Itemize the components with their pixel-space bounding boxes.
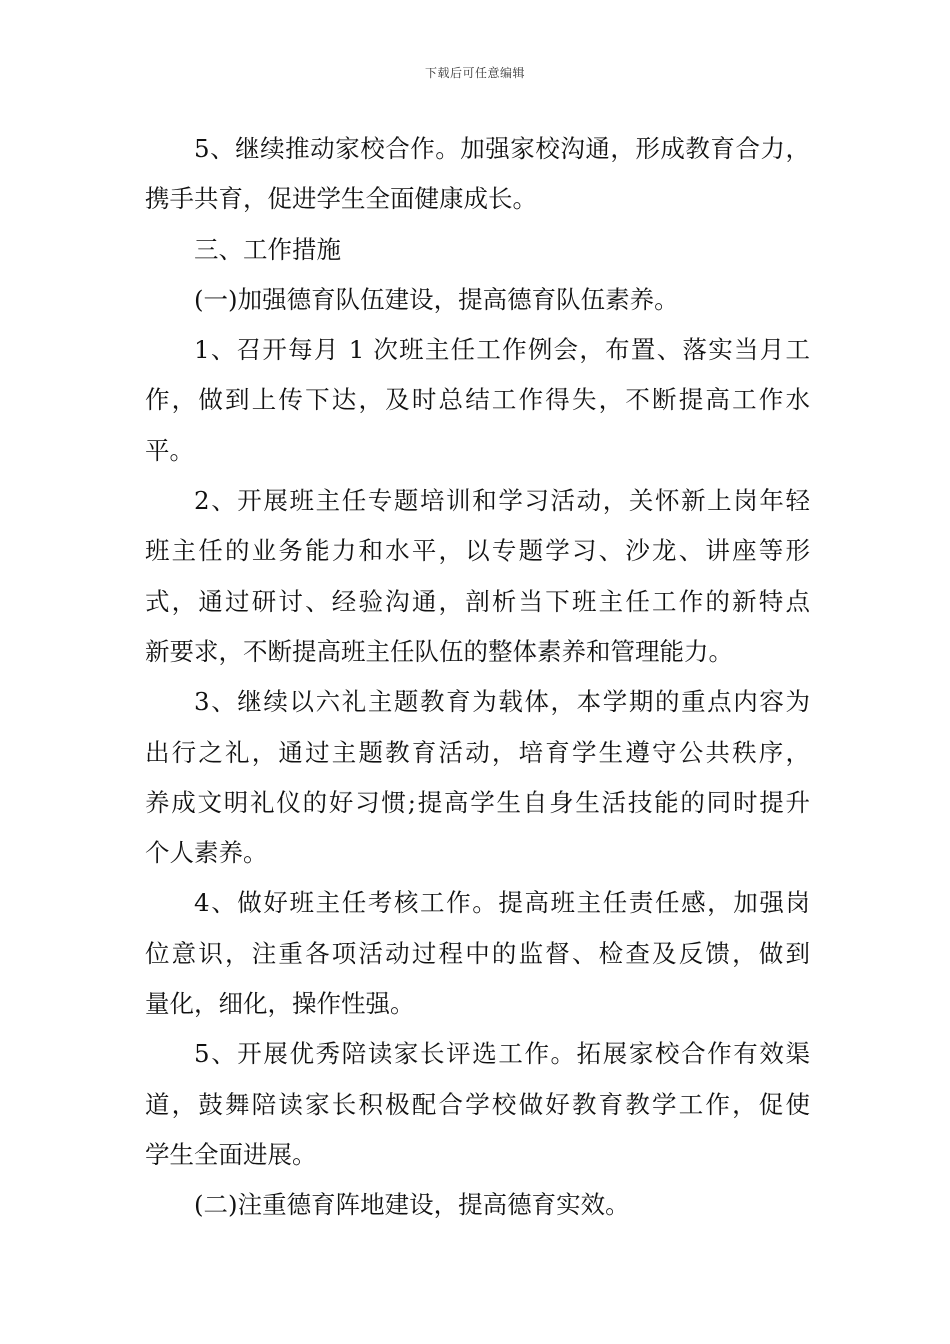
- paragraph-item-5-home-school: [145, 124, 810, 225]
- paragraph-line: 量化，细化，操作性强。: [145, 989, 415, 1019]
- paragraph-line: 3、继续以六礼主题教育为载体，本学期的重点内容为: [194, 687, 810, 717]
- paragraph-line: 5、开展优秀陪读家长评选工作。拓展家校合作有效渠: [194, 1039, 810, 1069]
- paragraph-line: 三、工作措施: [194, 234, 341, 264]
- document-body: [145, 124, 810, 1231]
- paragraph-item-2-training: [145, 476, 810, 677]
- paragraph-line: 道，鼓舞陪读家长积极配合学校做好教育教学工作，促使: [145, 1089, 810, 1119]
- subsection-heading-2: [145, 1180, 810, 1230]
- subsection-heading-1: [145, 275, 810, 325]
- paragraph-line: 新要求，不断提高班主任队伍的整体素养和管理能力。: [145, 636, 733, 666]
- paragraph-item-3-etiquette: [145, 677, 810, 878]
- paragraph-line: (一)加强德育队伍建设，提高德育队伍素养。: [194, 284, 679, 314]
- paragraph-line: 2、开展班主任专题培训和学习活动，关怀新上岗年轻: [194, 486, 810, 516]
- paragraph-line: 4、做好班主任考核工作。提高班主任责任感，加强岗: [194, 888, 810, 918]
- paragraph-line: 作，做到上传下达，及时总结工作得失，不断提高工作水: [145, 385, 810, 415]
- paragraph-line: 式，通过研讨、经验沟通，剖析当下班主任工作的新特点: [145, 586, 810, 616]
- paragraph-line: 学生全面进展。: [145, 1139, 317, 1169]
- page-header: 下载后可任意编辑: [424, 66, 525, 80]
- paragraph-line: 平。: [145, 435, 194, 465]
- paragraph-line: 班主任的业务能力和水平，以专题学习、沙龙、讲座等形: [145, 536, 810, 566]
- paragraph-line: 1、召开每月 1 次班主任工作例会，布置、落实当月工: [194, 335, 810, 365]
- paragraph-line: 携手共育，促进学生全面健康成长。: [145, 184, 537, 214]
- paragraph-item-4-assessment: [145, 878, 810, 1029]
- paragraph-line: (二)注重德育阵地建设，提高德育实效。: [194, 1190, 630, 1220]
- paragraph-line: 位意识，注重各项活动过程中的监督、检查及反馈，做到: [145, 938, 810, 968]
- paragraph-item-5-parents: [145, 1029, 810, 1180]
- paragraph-line: 个人素养。: [145, 838, 268, 868]
- paragraph-line: 养成文明礼仪的好习惯;提高学生自身生活技能的同时提升: [145, 787, 810, 817]
- paragraph-line: 5、继续推动家校合作。加强家校沟通，形成教育合力，: [194, 134, 810, 163]
- paragraph-line: 出行之礼，通过主题教育活动，培育学生遵守公共秩序，: [145, 737, 810, 767]
- paragraph-item-1-meeting: [145, 325, 810, 476]
- section-heading-measures: [145, 225, 810, 275]
